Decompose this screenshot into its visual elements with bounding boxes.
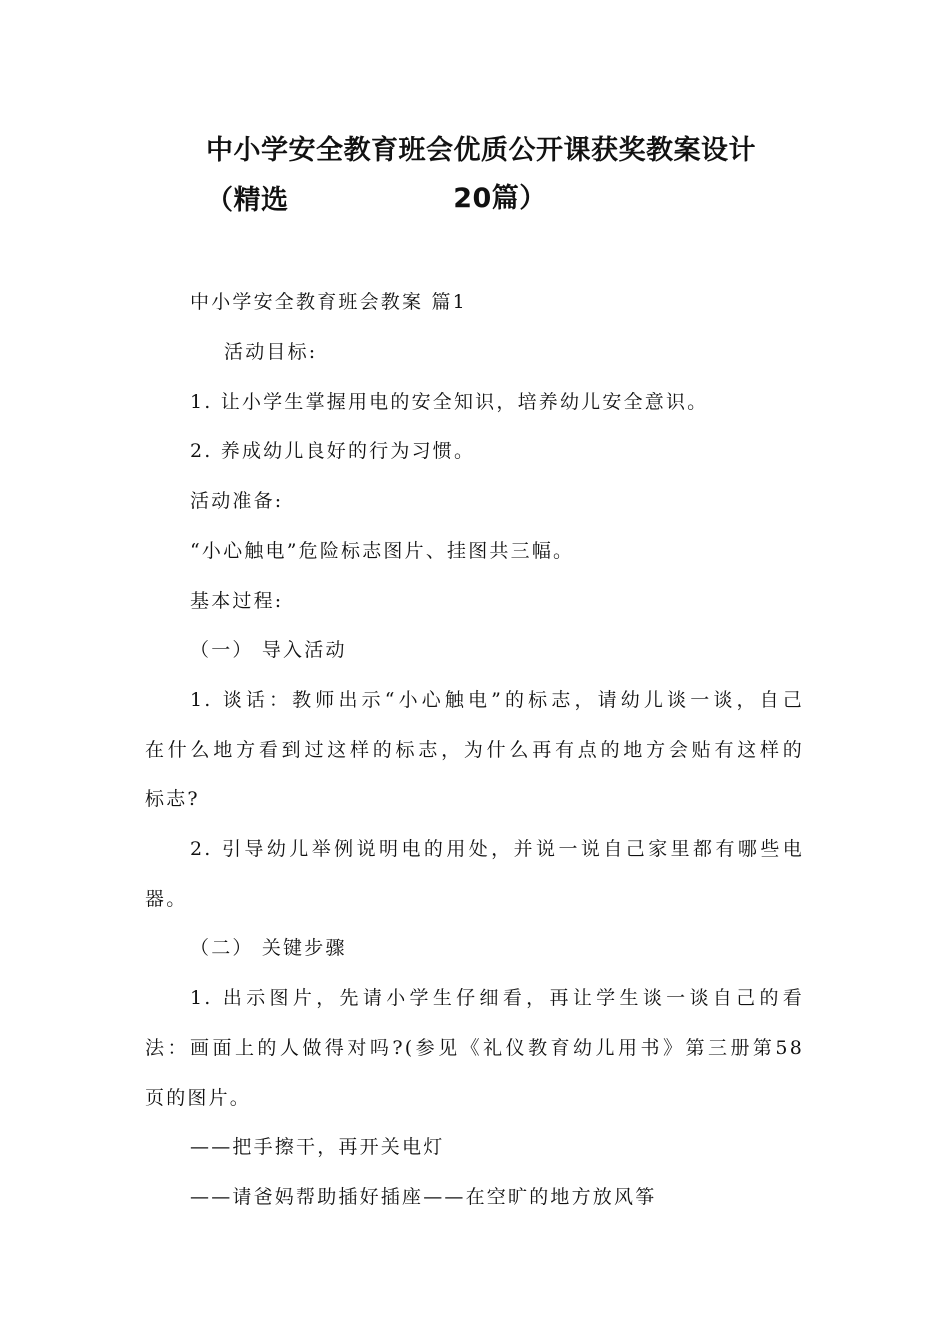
document-title-line-1: 中小学安全教育班会优质公开课获奖教案设计（精选 [206,135,756,216]
paragraph: 页的图片。 [145,1087,252,1109]
paragraph: ——把手擦干，再开关电灯 [190,1136,445,1158]
paragraph: 1. 出示图片，先请小学生仔细看，再让学生谈一谈自己的看 [190,987,804,1009]
paragraph: 在什么地方看到过这样的标志，为什么再有点的地方会贴有这样的 [145,739,804,761]
paragraph: “小心触电”危险标志图片、挂图共三幅。 [190,540,575,562]
paragraph: 基本过程: [190,590,284,612]
paragraph: 2. 引导幼儿举例说明电的用处，并说一说自己家里都有哪些电 [190,838,804,860]
paragraph: ——请爸妈帮助插好插座——在空旷的地方放风筝 [190,1186,657,1208]
paragraph: 标志? [145,788,200,810]
paragraph: 活动准备: [190,490,284,512]
section-heading: 中小学安全教育班会教案 篇1 [190,291,467,313]
paragraph: （一） 导入活动 [190,639,347,661]
paragraph: 活动目标: [224,341,318,363]
paragraph: 1. 谈话：教师出示“小心触电”的标志，请幼儿谈一谈，自己 [190,689,804,711]
document-title-line-2: 20篇） [453,183,547,214]
paragraph: 器。 [145,888,188,910]
paragraph: （二） 关键步骤 [190,937,347,959]
paragraph: 法：画面上的人做得对吗?(参见《礼仪教育幼儿用书》第三册第58 [145,1037,804,1059]
paragraph: 2. 养成幼儿良好的行为习惯。 [190,440,476,462]
paragraph: 1. 让小学生掌握用电的安全知识，培养幼儿安全意识。 [190,391,709,413]
